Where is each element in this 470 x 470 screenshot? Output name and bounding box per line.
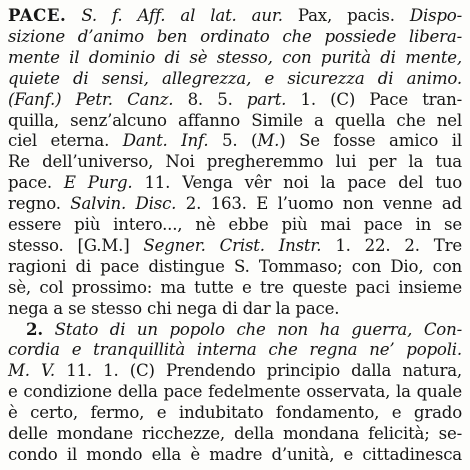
body-text: condo il mondo ella è madre d’unità, e cittadinesca xyxy=(8,444,462,464)
text-line xyxy=(8,151,462,172)
sense-number: 2. xyxy=(26,318,43,339)
text-line xyxy=(8,26,462,47)
body-text xyxy=(66,6,81,25)
italic-text: Segner. Crist. Instr. xyxy=(143,235,322,255)
body-text: Re dell’universo, Noi pregheremmo lui per la tua xyxy=(8,152,462,172)
text-line xyxy=(8,68,462,89)
body-text: sè, col prossimo: ma tutte e tre queste paci insieme xyxy=(8,277,462,297)
text-line xyxy=(8,444,462,465)
body-text: e condizione della pace fedelmente osservata, la quale xyxy=(8,382,462,402)
italic-text: M. xyxy=(257,131,280,151)
italic-text: (Fanf.) xyxy=(8,89,62,109)
text-line xyxy=(8,339,462,360)
text-line xyxy=(8,319,462,340)
body-text xyxy=(61,90,75,109)
text-line xyxy=(8,402,462,423)
text-line xyxy=(8,89,462,110)
body-text: 5. ( xyxy=(208,131,258,151)
text-line xyxy=(8,47,462,68)
text-line xyxy=(8,423,462,444)
italic-text: Salvin. Disc. xyxy=(70,194,177,214)
headword: PACE. xyxy=(8,5,67,25)
body-text: 2. 163. E l’uomo non venne ad xyxy=(176,194,462,214)
body-text xyxy=(43,320,55,339)
body-text: ragioni di pace distingue S. Tommaso; con Dio, con xyxy=(8,256,462,276)
text-line xyxy=(8,381,462,402)
text-line xyxy=(8,298,462,319)
italic-text: part. xyxy=(246,89,287,109)
italic-text: mente il dominio di sè stesso, con purità di mente, xyxy=(8,47,462,67)
italic-text: quiete di sensi, allegrezza, e sicurezza di animo. xyxy=(8,68,462,88)
body-text: 11. Venga vêr noi la pace del tuo xyxy=(132,173,462,193)
text-line xyxy=(8,277,462,298)
body-text: pace. xyxy=(8,173,64,193)
italic-text: Dant. Inf. xyxy=(122,131,209,151)
italic-text: S. f. Aff. al lat. aur. xyxy=(81,6,283,25)
body-text: è certo, fermo, e indubitato fondamento, e grado xyxy=(8,403,462,423)
italic-text: Stato di un popolo che non ha guerra, Con- xyxy=(54,319,462,339)
italic-text: Petr. Canz. xyxy=(75,89,174,109)
text-line xyxy=(8,193,462,214)
body-text: nega a se stesso chi nega di dar la pace. xyxy=(8,298,340,318)
text-line xyxy=(8,110,462,131)
body-text: regno. xyxy=(8,194,71,214)
text-line xyxy=(8,256,462,277)
italic-text: cordia e tranquillità interna che regna ne’ popoli. xyxy=(8,340,462,360)
italic-text: E Purg. xyxy=(63,173,133,193)
body-text: 8. 5. xyxy=(173,89,247,109)
body-text: ) Se fosse amico il xyxy=(279,131,463,151)
text-line xyxy=(8,130,462,151)
italic-text: M. V. xyxy=(8,361,56,381)
body-text: stesso. [G.M.] xyxy=(8,235,144,255)
body-text: delle mondane ricchezze, della mondana felicità; se- xyxy=(8,424,462,443)
body-text: 1. (C) Pace tran- xyxy=(286,89,462,109)
body-text: essere più intero..., nè ebbe più mai pace in se xyxy=(8,215,462,234)
italic-text: sizione d’animo ben ordinato che possiede libera- xyxy=(8,26,462,46)
text-line xyxy=(8,360,462,381)
text-line xyxy=(8,172,462,193)
text-line xyxy=(8,5,462,26)
body-text: Pax, pacis. xyxy=(282,6,410,25)
text-line xyxy=(8,235,462,256)
body-text: 1. 22. 2. Tre xyxy=(321,235,462,255)
body-text: ciel eterna. xyxy=(8,131,123,151)
text-line xyxy=(8,214,462,235)
italic-text: Dispo- xyxy=(409,6,463,25)
body-text: quilla, senz’alcuno affanno Simile a quella che nel xyxy=(8,110,462,130)
body-text: 11. 1. (C) Prendendo principio dalla natura, xyxy=(55,361,463,381)
